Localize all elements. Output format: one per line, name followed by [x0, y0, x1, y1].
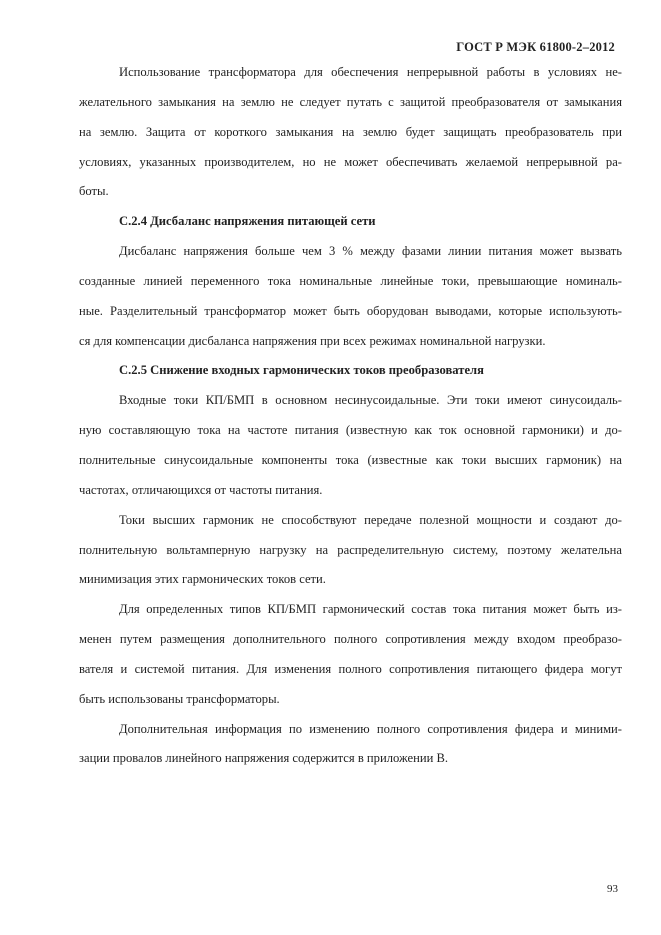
text-line: зации провалов линейного напряжения содержится в приложении B.	[79, 751, 449, 766]
text-line: полнительную вольтамперную нагрузку на распределительную систему, поэтому желательна	[79, 542, 622, 557]
text-line: боты.	[79, 184, 109, 199]
document-code: ГОСТ Р МЭК 61800-2–2012	[456, 40, 615, 54]
text-line: желательного замыкания на землю не следует путать с защитой преобразователя от замыкания	[79, 94, 622, 109]
section-heading: C.2.4 Дисбаланс напряжения питающей сети	[119, 214, 376, 229]
text-line: ся для компенсации дисбаланса напряжения при всех режимах номинальной нагрузки.	[79, 333, 546, 348]
text-line: частотах, отличающихся от частоты питания.	[79, 482, 323, 497]
section-heading: C.2.5 Снижение входных гармонических токов преобразователя	[119, 363, 484, 378]
document-body	[79, 62, 622, 778]
text-line: вателя и системой питания. Для изменения полного сопротивления питающего фидера могут	[79, 661, 622, 676]
text-line: ные. Разделительный трансформатор может быть оборудован выводами, которые использують-	[79, 303, 622, 318]
text-line: Токи высших гармоник не способствуют передаче полезной мощности и создают до-	[119, 512, 622, 527]
text-line: менен путем размещения дополнительного полного сопротивления между входом преобразо-	[79, 632, 622, 647]
text-line: Дисбаланс напряжения больше чем 3 % между фазами линии питания может вызвать	[119, 244, 622, 259]
text-line: на землю. Защита от короткого замыкания на землю будет защищать преобразователь при	[79, 124, 622, 139]
text-line: созданные линией переменного тока номинальные линейные токи, превышающие номиналь-	[79, 273, 622, 288]
text-line: Дополнительная информация по изменению полного сопротивления фидера и миними-	[119, 721, 622, 736]
text-line: Входные токи КП/БМП в основном несинусоидальные. Эти токи имеют синусоидаль-	[119, 393, 622, 408]
text-line: полнительные синусоидальные компоненты тока (известные как токи высших гармоник) на	[79, 452, 622, 467]
text-line: быть использованы трансформаторы.	[79, 691, 280, 706]
text-line: Для определенных типов КП/БМП гармонический состав тока питания может быть из-	[119, 602, 622, 617]
text-line: ную составляющую тока на частоте питания (известную как ток основной гармоники) и до-	[79, 423, 622, 438]
page-number: 93	[607, 883, 618, 895]
text-line: минимизация этих гармонических токов сети.	[79, 572, 326, 587]
text-line: условиях, указанных производителем, но не может обеспечивать желаемой непрерывной ра-	[79, 154, 622, 169]
text-line: Использование трансформатора для обеспечения непрерывной работы в условиях не-	[119, 65, 622, 79]
